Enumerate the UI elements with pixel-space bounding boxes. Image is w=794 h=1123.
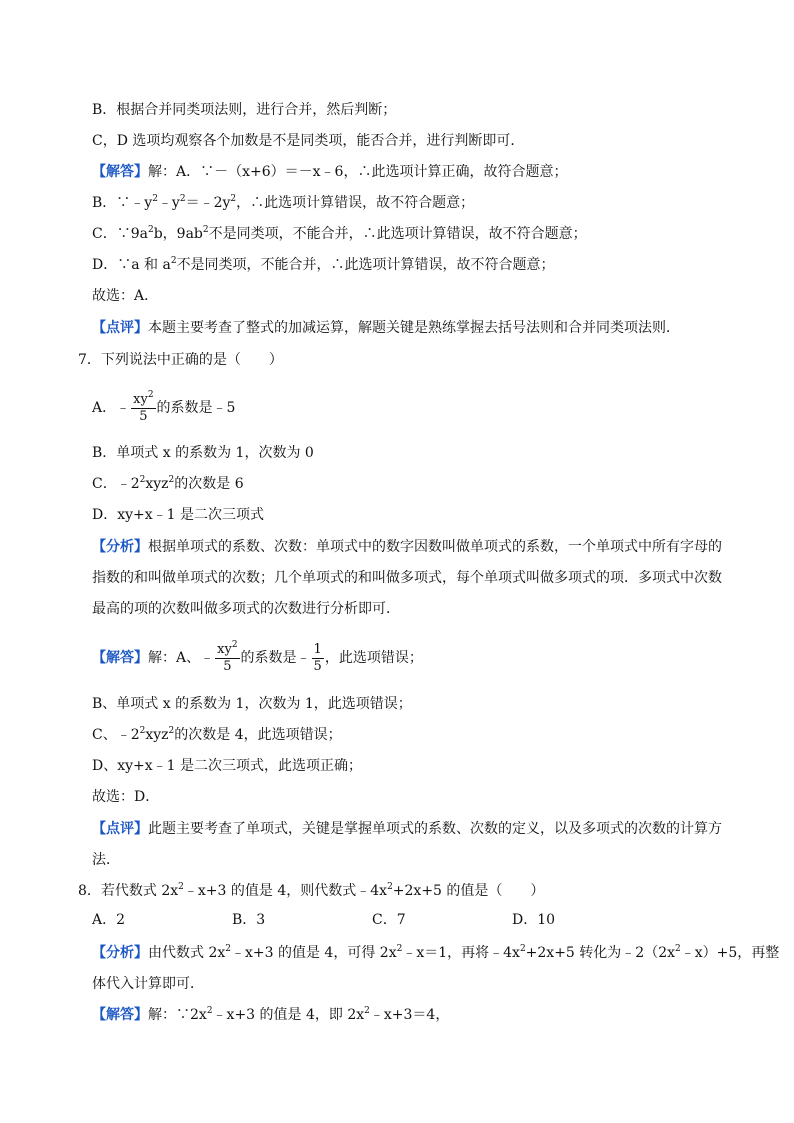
superscript: 2 [178, 882, 184, 892]
text-line [92, 193, 474, 213]
text: ﹣x+3 的值是 4，即 2x [212, 1007, 365, 1023]
text-line [92, 725, 342, 745]
text: ﹣y [157, 195, 180, 211]
comment-text: 此题主要考查了单项式，关键是掌握单项式的系数、次数的定义，以及多项式的次数的计算方 [148, 821, 722, 837]
fraction [312, 642, 324, 675]
analysis-line: 指数的和叫做单项式的次数；几个单项式的和叫做多项式，每个单项式叫做多项式的项．多项式中次数 [92, 570, 722, 586]
answer-tag: 【解答】 [92, 650, 148, 666]
text: xyz [145, 727, 169, 743]
text: 的次数是 4，此选项错误； [174, 727, 342, 743]
superscript: 2 [396, 944, 403, 954]
question-8-stem [78, 881, 544, 901]
text: b，9ab [153, 226, 203, 242]
superscript: 2 [179, 194, 186, 204]
answer-line [92, 1005, 449, 1025]
text-line: 故选：D． [92, 789, 160, 805]
text-line: D、xy+x﹣1 是二次三项式，此选项正确； [92, 758, 363, 774]
text-line: C，D 选项均观察各个加数是不是同类项，能否合并，进行判断即可． [92, 133, 525, 149]
question-7-option-c [92, 474, 244, 494]
superscript: 2 [168, 726, 175, 736]
text: B．∵﹣y [92, 195, 153, 211]
analysis-line [92, 537, 722, 557]
text: C．∵9a [92, 226, 148, 242]
text: ＝﹣2y [185, 195, 231, 211]
text: xyz [145, 476, 169, 492]
text: +2x+5 转化为﹣2（2x [525, 945, 676, 961]
answer-tag: 【解答】 [92, 1007, 148, 1023]
numerator: 1 [313, 641, 322, 657]
superscript: 2 [230, 194, 237, 204]
question-8-options [92, 910, 652, 930]
superscript: 2 [231, 639, 238, 650]
superscript: 2 [364, 1006, 370, 1016]
text-line [92, 255, 555, 275]
text: 的系数是﹣ [240, 650, 311, 666]
option-c: C．7 [372, 912, 406, 928]
text: ，此选项错误； [324, 650, 423, 666]
superscript: 2 [202, 225, 209, 235]
option-d: D．10 [512, 912, 556, 928]
comment-line [92, 819, 722, 839]
denominator: 5 [223, 658, 232, 674]
comment-text: 本题主要考查了整式的加减运算，解题关键是熟练掌握去括号法则和合并同类项法则． [148, 320, 680, 336]
analysis-text: 根据单项式的系数、次数：单项式中的数字因数叫做单项式的系数，一个单项式中所有字母的 [148, 539, 722, 555]
text: ﹣x＝1，再将﹣4x [402, 945, 520, 961]
superscript: 2 [139, 726, 146, 736]
superscript: 2 [170, 256, 177, 266]
superscript: 2 [139, 475, 146, 485]
text: 不是同类项，不能合并，∴此选项计算错误，故不符合题意； [176, 257, 555, 273]
text: 解：A、﹣ [148, 650, 215, 666]
question-7-option-b: B．单项式 x 的系数为 1，次数为 0 [92, 445, 314, 461]
text: 由代数式 2x [148, 945, 226, 961]
text: ﹣x+3 的值是 4，可得 2x [231, 945, 397, 961]
text: C．﹣2 [92, 476, 140, 492]
analysis-line: 体代入计算即可． [92, 976, 204, 992]
numerator: xy [217, 641, 232, 657]
text-line: B、单项式 x 的系数为 1，次数为 1，此选项错误； [92, 696, 412, 712]
analysis-tag: 【分析】 [92, 539, 148, 555]
text: 不是同类项，不能合并，∴此选项计算错误，故不符合题意； [208, 226, 587, 242]
analysis-line [92, 943, 779, 963]
text-line [92, 224, 587, 244]
superscript: 2 [519, 944, 526, 954]
superscript: 2 [387, 882, 393, 892]
answer-line [92, 162, 567, 182]
superscript: 2 [225, 944, 231, 954]
numerator: xy [133, 391, 148, 407]
fraction [215, 639, 239, 675]
superscript: 2 [152, 194, 158, 204]
superscript: 2 [168, 475, 175, 485]
text: 的次数是 6 [174, 476, 244, 492]
superscript: 2 [147, 225, 154, 235]
answer-tag: 【解答】 [92, 164, 148, 180]
text: D．∵a 和 a [92, 257, 171, 273]
text: C、﹣2 [92, 727, 140, 743]
question-7-option-d: D．xy+x﹣1 是二次三项式 [92, 507, 265, 523]
text: ﹣x+3＝4， [369, 1007, 450, 1023]
text: 解：∵2x [148, 1007, 207, 1023]
text: ，∴此选项计算错误，故不符合题意； [236, 195, 475, 211]
option-b: B．3 [232, 912, 266, 928]
analysis-line: 最高的项的次数叫做多项式的次数进行分析即可． [92, 601, 400, 617]
answer-text: 解：A．∵－（x+6）＝－x﹣6，∴此选项计算正确，故符合题意； [148, 164, 568, 180]
text: 的系数是﹣5 [156, 400, 236, 416]
comment-tag: 【点评】 [92, 320, 148, 336]
text-line: B．根据合并同类项法则，进行合并，然后判断； [92, 102, 397, 118]
superscript: 2 [206, 1006, 213, 1016]
text-line: 故选：A． [92, 288, 159, 304]
superscript: 2 [147, 389, 154, 400]
text: +2x+5 的值是（ ） [392, 883, 545, 899]
option-a: A．2 [92, 912, 126, 928]
fraction [131, 389, 155, 425]
comment-line [92, 318, 680, 338]
text: ﹣x）+5，再整 [680, 945, 780, 961]
answer-line [92, 640, 423, 676]
comment-line: 法． [92, 852, 120, 868]
comment-tag: 【点评】 [92, 821, 148, 837]
analysis-tag: 【分析】 [92, 945, 148, 961]
text: A．﹣ [92, 400, 131, 416]
denominator: 5 [313, 658, 322, 674]
text: ﹣x+3 的值是 4，则代数式﹣4x [183, 883, 388, 899]
text: 8．若代数式 2x [78, 883, 179, 899]
question-7-stem: 7．下列说法中正确的是（ ） [78, 352, 283, 368]
question-7-option-a [92, 390, 235, 426]
denominator: 5 [139, 408, 148, 424]
superscript: 2 [675, 944, 681, 954]
